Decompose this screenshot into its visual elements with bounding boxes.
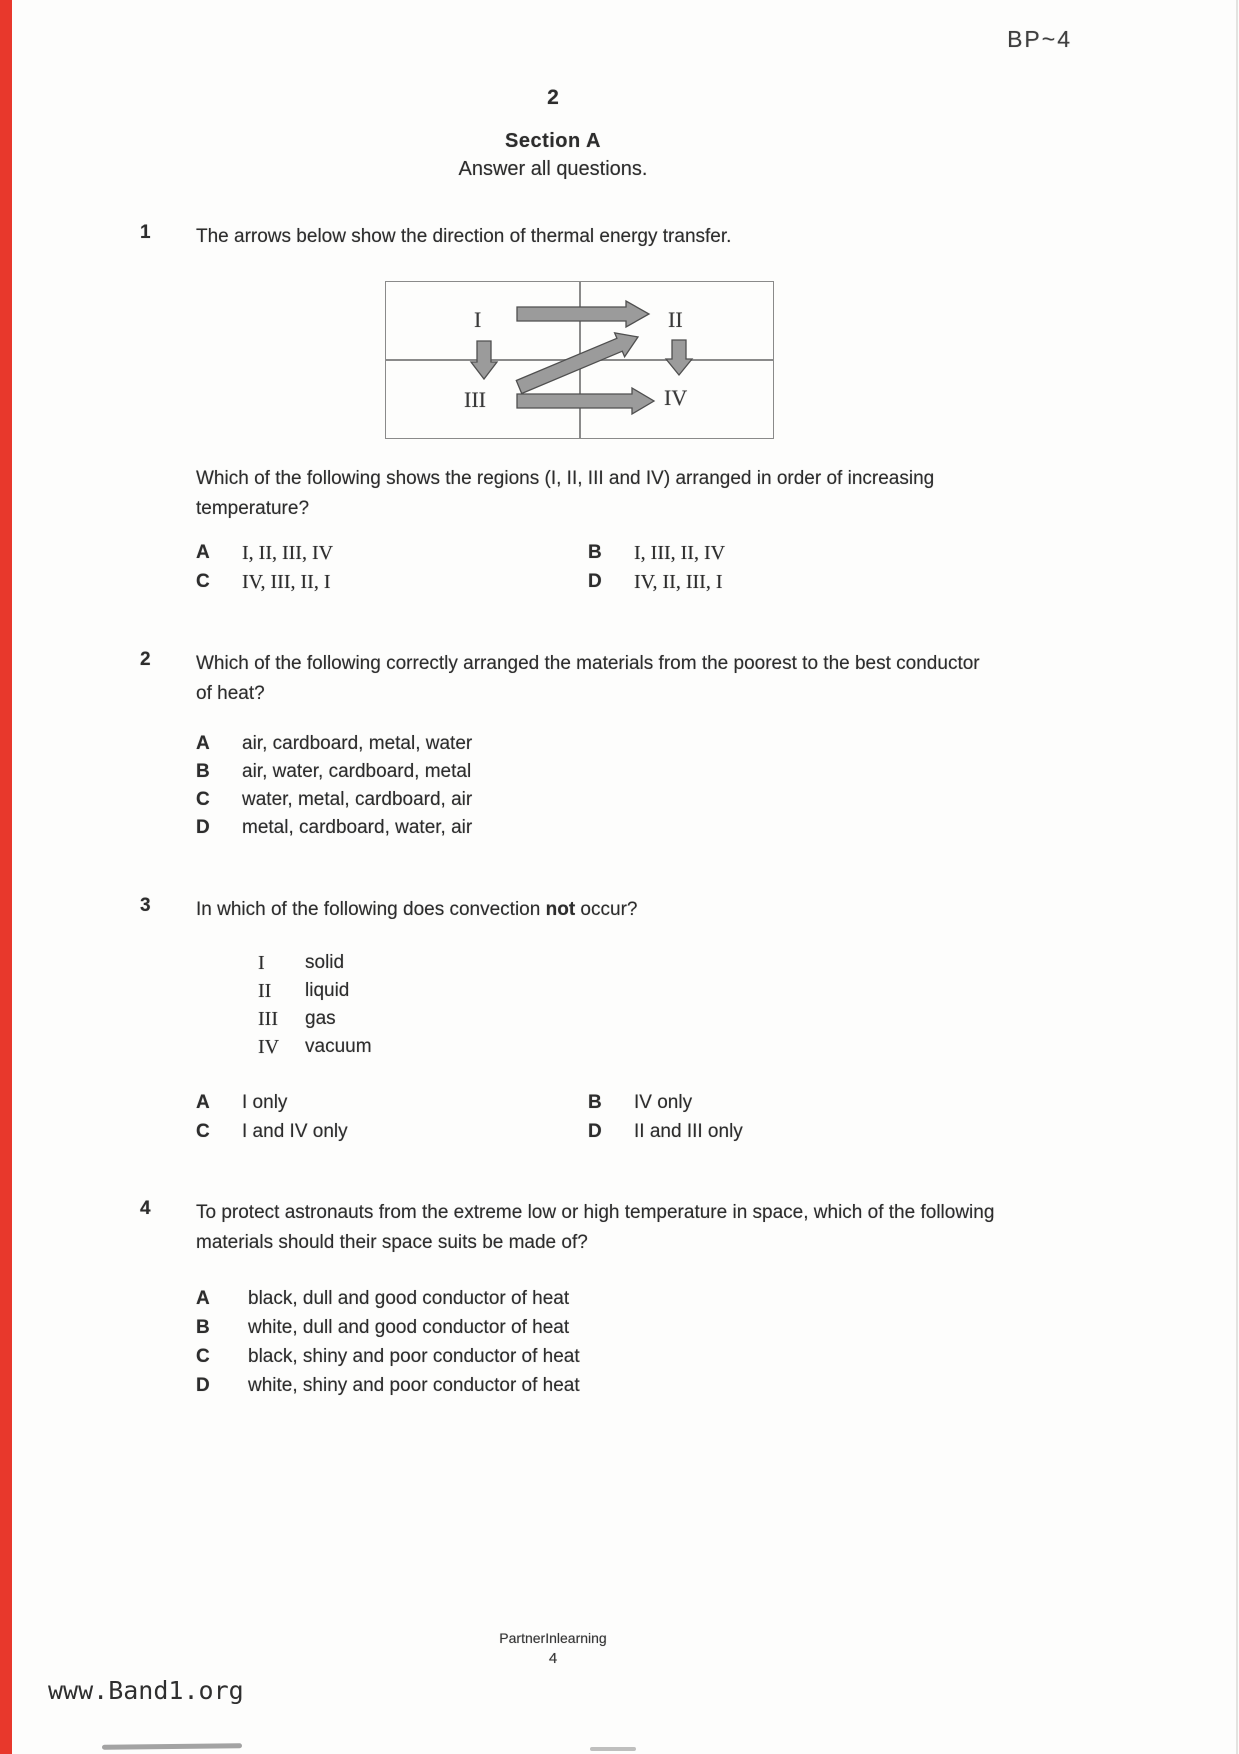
option-row <box>196 1284 580 1313</box>
region-label-II: II <box>668 307 683 332</box>
question-1-prompt: Which of the following shows the regions (I, II, III and IV) arranged in order of increasing temperature? <box>196 468 935 519</box>
region-label-III: III <box>464 387 486 412</box>
prompt-text: occur? <box>575 899 638 920</box>
scan-smudge <box>590 1747 636 1751</box>
option-value: air, cardboard, metal, water <box>242 733 473 754</box>
thermal-transfer-diagram <box>385 281 774 439</box>
option-label: C <box>196 1121 210 1142</box>
option-label: D <box>588 571 602 592</box>
diagram-arrows <box>386 282 773 438</box>
list-item <box>258 1005 372 1033</box>
option-label: C <box>196 1346 210 1367</box>
item-value: solid <box>305 952 345 973</box>
option-value: white, dull and good conductor of heat <box>248 1317 570 1338</box>
option-row <box>588 1090 743 1116</box>
option-row <box>196 569 588 595</box>
arrow-I-to-II <box>517 301 649 327</box>
option-value: IV, II, III, I <box>634 571 723 593</box>
option-label: A <box>196 1288 210 1309</box>
question-3-prompt <box>196 895 996 925</box>
question-3-options <box>196 1090 743 1145</box>
footer-page-number: 4 <box>548 1650 558 1667</box>
item-value: liquid <box>305 980 350 1001</box>
footer-brand: PartnerInlearning <box>499 1630 607 1646</box>
question-3-items <box>258 949 372 1061</box>
option-value: II and III only <box>634 1121 743 1142</box>
option-row <box>196 786 472 814</box>
arrow-I-down-to-III <box>471 341 497 379</box>
arrow-II-down-to-IV <box>666 340 692 375</box>
section-subtitle: Answer all questions. <box>458 158 648 180</box>
option-label: A <box>196 1092 210 1113</box>
option-label: A <box>196 733 210 754</box>
prompt-emphasis: not <box>545 899 576 920</box>
option-row <box>588 569 725 595</box>
page-edge-strip <box>0 0 12 1754</box>
option-label: C <box>196 571 210 592</box>
region-label-IV: IV <box>664 385 688 410</box>
option-value: air, water, cardboard, metal <box>242 761 472 782</box>
option-row <box>196 1090 588 1116</box>
option-label: B <box>196 1317 210 1338</box>
option-label: D <box>196 817 210 838</box>
option-row <box>196 540 588 566</box>
option-value: black, dull and good conductor of heat <box>248 1288 570 1309</box>
item-numeral: II <box>258 980 272 1002</box>
list-item <box>258 949 372 977</box>
question-3-number: 3 <box>140 895 151 916</box>
option-label: A <box>196 542 210 563</box>
option-label: D <box>588 1121 602 1142</box>
option-value: water, metal, cardboard, air <box>242 789 473 810</box>
option-value: I, III, II, IV <box>634 542 726 564</box>
option-row <box>196 730 472 758</box>
question-4-number: 4 <box>140 1198 151 1219</box>
item-value: gas <box>305 1008 336 1029</box>
option-row <box>588 540 725 566</box>
question-4-prompt: To protect astronauts from the extreme low or high temperature in space, which of the following materials should their space suits be made of? <box>196 1202 995 1253</box>
option-value: I and IV only <box>242 1121 348 1142</box>
option-value: metal, cardboard, water, air <box>242 817 473 838</box>
arrow-III-to-II-diagonal <box>516 333 638 394</box>
list-item <box>258 1033 372 1061</box>
page-number: 2 <box>547 86 559 109</box>
option-label: B <box>588 1092 602 1113</box>
question-1-number: 1 <box>140 222 151 243</box>
option-label: B <box>588 542 602 563</box>
item-numeral: IV <box>258 1036 280 1058</box>
option-value: black, shiny and poor conductor of heat <box>248 1346 580 1367</box>
region-label-I: I <box>474 307 482 332</box>
option-value: IV, III, II, I <box>242 571 331 593</box>
option-row <box>196 1313 580 1342</box>
question-1-options <box>196 540 725 595</box>
watermark-url: www.Band1.org <box>48 1676 244 1705</box>
option-label: B <box>196 761 210 782</box>
option-row <box>196 814 472 842</box>
option-label: D <box>196 1375 210 1396</box>
option-row <box>588 1119 743 1145</box>
list-item <box>258 977 372 1005</box>
option-row <box>196 758 472 786</box>
option-value: I, II, III, IV <box>242 542 334 564</box>
option-value: white, shiny and poor conductor of heat <box>248 1375 580 1396</box>
item-numeral: I <box>258 952 265 974</box>
question-2-options <box>196 730 472 842</box>
corner-code: BP~4 <box>1007 26 1072 52</box>
option-row <box>196 1371 580 1400</box>
question-4-options <box>196 1284 580 1400</box>
question-2-number: 2 <box>140 649 151 670</box>
option-value: I only <box>242 1092 288 1113</box>
item-numeral: III <box>258 1008 278 1030</box>
option-row <box>196 1119 588 1145</box>
scan-smudge <box>102 1743 242 1749</box>
item-value: vacuum <box>305 1036 372 1057</box>
option-row <box>196 1342 580 1371</box>
scan-edge-line <box>1236 0 1238 1754</box>
option-value: IV only <box>634 1092 693 1113</box>
question-1-intro: The arrows below show the direction of thermal energy transfer. <box>196 226 732 247</box>
question-2-prompt: Which of the following correctly arranged the materials from the poorest to the best conductor of heat? <box>196 653 980 704</box>
prompt-text: In which of the following does convection <box>196 899 546 920</box>
section-title: Section A <box>505 130 601 152</box>
option-label: C <box>196 789 210 810</box>
arrow-III-to-IV <box>517 388 654 414</box>
